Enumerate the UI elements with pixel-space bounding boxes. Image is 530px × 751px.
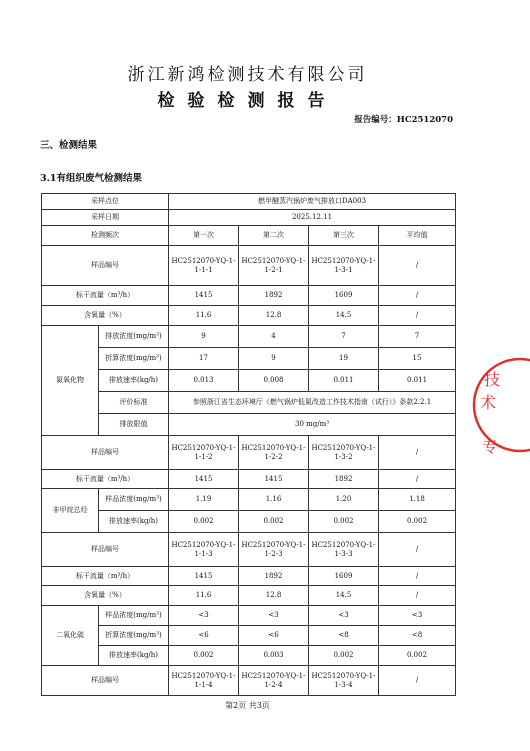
sampling-date-value: 2025.12.11 xyxy=(169,210,456,226)
freq-header: 平均值 xyxy=(379,226,456,246)
data-cell: 14.5 xyxy=(309,586,379,606)
data-cell: 0.002 xyxy=(309,646,379,666)
flow-label: 标干流量（m³/h） xyxy=(42,567,169,586)
data-cell: <3 xyxy=(309,606,379,626)
slash-cell: / xyxy=(379,567,456,586)
slash-cell: / xyxy=(379,666,456,696)
data-cell: 9 xyxy=(169,326,239,348)
sample-no-label: 样品编号 xyxy=(42,246,169,286)
table-row xyxy=(42,370,456,392)
flow-label: 标干流量（m³/h） xyxy=(42,286,169,306)
emission-rate-label: 排放速率(kg/h) xyxy=(99,646,169,666)
slash-cell: / xyxy=(379,286,456,306)
data-cell: 0.008 xyxy=(239,370,309,392)
section-title: 三、检测结果 xyxy=(40,140,98,151)
freq-header: 第二次 xyxy=(239,226,309,246)
sample-no-label: 样品编号 xyxy=(42,533,169,567)
data-cell: 4 xyxy=(239,326,309,348)
freq-header: 第三次 xyxy=(309,226,379,246)
sampling-date-label: 采样日期 xyxy=(42,210,169,226)
table-row xyxy=(42,567,456,586)
table-row xyxy=(42,286,456,306)
freq-header: 第一次 xyxy=(169,226,239,246)
sample-no-cell: HC2512070-YQ-1-1-2-2 xyxy=(239,436,309,470)
data-cell: 1415 xyxy=(169,567,239,586)
sample-no-cell: HC2512070-YQ-1-1-3-1 xyxy=(309,246,379,286)
table-row xyxy=(42,326,456,348)
data-cell: <6 xyxy=(239,626,309,646)
data-cell: 0.011 xyxy=(309,370,379,392)
data-cell: 7 xyxy=(309,326,379,348)
data-cell: 12.8 xyxy=(239,306,309,326)
data-cell: 0.013 xyxy=(169,370,239,392)
data-cell: 17 xyxy=(169,348,239,370)
data-cell: <8 xyxy=(309,626,379,646)
report-title: 检验检测报告 xyxy=(157,91,338,111)
data-cell: 1.18 xyxy=(379,489,456,511)
measured-conc-label: 排放浓度(mg/m³) xyxy=(99,326,169,348)
table-row xyxy=(42,533,456,567)
slash-cell: / xyxy=(379,533,456,567)
data-cell: <3 xyxy=(379,606,456,626)
sample-no-label: 样品编号 xyxy=(42,436,169,470)
data-cell: 0.003 xyxy=(239,646,309,666)
sampling-point-value: 燃甲醚蒸汽锅炉废气排放口DA003 xyxy=(169,194,456,210)
sample-no-cell: HC2512070-YQ-1-1-1-2 xyxy=(169,436,239,470)
data-cell: 1.20 xyxy=(309,489,379,511)
seal-glyph-2: 术 xyxy=(480,393,497,412)
limit-label: 排放限值 xyxy=(99,414,169,436)
freq-label: 检测频次 xyxy=(42,226,169,246)
report-number: 报告编号：HC2512070 xyxy=(354,115,453,125)
data-cell: 1.16 xyxy=(239,489,309,511)
eval-standard-value: 参照浙江省生态环境厅《燃气锅炉低氮改造工作技术指南（试行）》条款2.2.1 xyxy=(169,392,456,414)
data-cell: 0.002 xyxy=(379,511,456,533)
data-cell: 1609 xyxy=(309,567,379,586)
slash-cell: / xyxy=(379,586,456,606)
sample-conc-label: 样品浓度(mg/m³) xyxy=(99,489,169,511)
sample-no-cell: HC2512070-YQ-1-1-3-2 xyxy=(309,436,379,470)
table-row xyxy=(42,606,456,626)
emission-rate-label: 排放速率(kg/h) xyxy=(99,370,169,392)
data-cell: 1609 xyxy=(309,286,379,306)
data-cell: 9 xyxy=(239,348,309,370)
flow-label: 标干流量（m³/h） xyxy=(42,470,169,489)
table-row xyxy=(42,470,456,489)
table-row xyxy=(42,489,456,511)
data-cell: 15 xyxy=(379,348,456,370)
data-cell: 7 xyxy=(379,326,456,348)
data-cell: 1.19 xyxy=(169,489,239,511)
data-cell: 1892 xyxy=(309,470,379,489)
data-cell: 19 xyxy=(309,348,379,370)
data-cell: 0.002 xyxy=(239,511,309,533)
data-cell: 11.6 xyxy=(169,306,239,326)
sample-no-cell: HC2512070-YQ-1-1-2-3 xyxy=(239,533,309,567)
data-cell: <3 xyxy=(239,606,309,626)
seal-glyph-1: 技 xyxy=(484,370,501,389)
table-row xyxy=(42,392,456,414)
table-row xyxy=(42,666,456,696)
table-row xyxy=(42,646,456,666)
converted-conc-label: 折算浓度(mg/m³) xyxy=(99,626,169,646)
data-cell: 1892 xyxy=(239,286,309,306)
table-row xyxy=(42,626,456,646)
slash-cell: / xyxy=(379,246,456,286)
oxygen-label: 含氧量（%） xyxy=(42,586,169,606)
data-cell: 0.002 xyxy=(169,646,239,666)
data-cell: <3 xyxy=(169,606,239,626)
data-cell: 0.002 xyxy=(169,511,239,533)
emission-rate-label: 排放速率(kg/h) xyxy=(99,511,169,533)
slash-cell: / xyxy=(379,436,456,470)
table-row xyxy=(42,414,456,436)
subsection-title: 3.1有组织废气检测结果 xyxy=(40,173,143,184)
table-row xyxy=(42,306,456,326)
data-cell: 0.002 xyxy=(309,511,379,533)
slash-cell: / xyxy=(379,470,456,489)
data-cell: 1892 xyxy=(239,567,309,586)
slash-cell: / xyxy=(379,306,456,326)
data-cell: 0.002 xyxy=(379,646,456,666)
sample-no-cell: HC2512070-YQ-1-1-1-1 xyxy=(169,246,239,286)
sample-no-cell: HC2512070-YQ-1-1-1-4 xyxy=(169,666,239,696)
data-cell: <8 xyxy=(379,626,456,646)
table-row xyxy=(42,436,456,470)
sample-no-cell: HC2512070-YQ-1-1-3-3 xyxy=(309,533,379,567)
data-cell: 1415 xyxy=(169,470,239,489)
pollutant-name: 氮氧化物 xyxy=(42,326,99,436)
table-row xyxy=(42,194,456,210)
table-row xyxy=(42,586,456,606)
data-cell: 14.5 xyxy=(309,306,379,326)
sample-no-cell: HC2512070-YQ-1-1-2-4 xyxy=(239,666,309,696)
table-row xyxy=(42,246,456,286)
oxygen-label: 含氧量（%） xyxy=(42,306,169,326)
table-row xyxy=(42,226,456,246)
sampling-point-label: 采样点位 xyxy=(42,194,169,210)
sample-conc-label: 样品浓度(mg/m³) xyxy=(99,606,169,626)
seal-stamp-icon xyxy=(470,330,530,480)
data-cell: 1415 xyxy=(169,286,239,306)
page-footer: 第2页 共3页 xyxy=(225,701,270,710)
company-name: 浙江新鸿检测技术有限公司 xyxy=(127,65,368,85)
data-cell: <6 xyxy=(169,626,239,646)
data-cell: 11.6 xyxy=(169,586,239,606)
sample-no-cell: HC2512070-YQ-1-1-3-4 xyxy=(309,666,379,696)
pollutant-name: 非甲烷总烃 xyxy=(42,489,99,533)
data-cell: 12.8 xyxy=(239,586,309,606)
data-cell: 0.011 xyxy=(379,370,456,392)
emission-results-table xyxy=(41,193,456,696)
seal-glyph-3: 专 xyxy=(482,437,499,456)
pollutant-name: 二氧化硫 xyxy=(42,606,99,666)
limit-value: 30 mg/m³ xyxy=(169,414,456,436)
table-row xyxy=(42,511,456,533)
table-row xyxy=(42,210,456,226)
table-row xyxy=(42,348,456,370)
converted-conc-label: 折算浓度(mg/m³) xyxy=(99,348,169,370)
sample-no-label: 样品编号 xyxy=(42,666,169,696)
data-cell: 1415 xyxy=(239,470,309,489)
sample-no-cell: HC2512070-YQ-1-1-1-3 xyxy=(169,533,239,567)
eval-standard-label: 评价标准 xyxy=(99,392,169,414)
sample-no-cell: HC2512070-YQ-1-1-2-1 xyxy=(239,246,309,286)
